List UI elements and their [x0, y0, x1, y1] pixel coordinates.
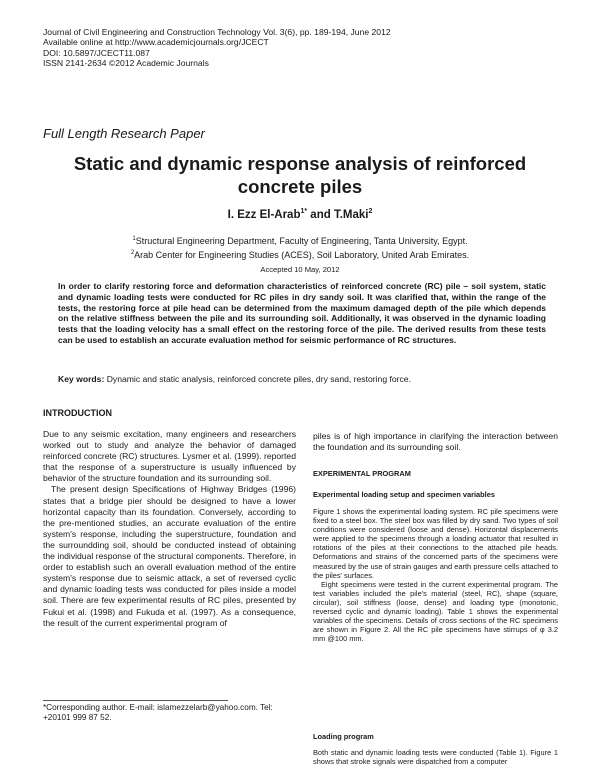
doi-line: DOI: 10.5897/JCECT11.087 — [43, 47, 150, 58]
affiliation-1-num: 1 — [132, 236, 136, 242]
intro-continuation — [313, 431, 558, 453]
loading-program-heading: Loading program — [313, 732, 374, 741]
author-connector: and — [307, 208, 334, 221]
experimental-paragraph-1: Figure 1 shows the experimental loading system. RC pile specimens were fixed to a steel box. The steel box was filled by dry sand. Two types of soil conditions were considered (loose and dense). Horizontal displacements were applied to the specimens through a loading actuator that resulted in rotations of the piles at their connections to the attached pile heads. Deformations and strains of the concerned parts of the specimens were measured by the use of strain gauges and earth pressure cells attached to the piles' surfaces. — [313, 507, 558, 580]
paper-type: Full Length Research Paper — [43, 126, 205, 141]
experimental-paragraph-2: Eight specimens were tested in the current experimental program. The test variables included the pile's material (steel, RC), shape (square, circular), soil stiffness (loose, dense) and loading type (monotonic, reversed cyclic and dynamic loading). Table 1 shows the experimental variables of the specimens. Details of cross sections of the RC specimens are shown in Figure 2. All the RC pile specimens have stirrups of φ 3.2 mm @100 mm. — [313, 579, 558, 644]
intro-continuation-text: piles is of high importance in clarifying the interaction between the foundation and its surrounding soil. — [313, 431, 558, 453]
loading-program-text: Both static and dynamic loading tests were conducted (Table 1). Figure 1 shows that stroke signals were dispatched from a computer — [313, 748, 558, 767]
keywords — [58, 374, 546, 385]
experimental-heading: EXPERIMENTAL PROGRAM — [313, 469, 411, 478]
paper-title: Static and dynamic response analysis of reinforced concrete piles — [73, 153, 527, 197]
affiliation-2-num: 2 — [130, 249, 135, 256]
author-2: T.Maki — [333, 208, 369, 221]
affiliation-2-text: Arab Center for Engineering Studies (ACES), Soil Laboratory, United Arab Emirates. — [134, 249, 470, 260]
keywords-text: Dynamic and static analysis, reinforced concrete piles, dry sand, restoring force. — [104, 374, 411, 384]
experimental-subheading: Experimental loading setup and specimen variables — [313, 490, 495, 499]
author-1-sup: 1* — [300, 208, 308, 215]
intro-paragraph-2: The present design Specifications of Highway Bridges (1996) states that a bridge pier should be designed to have a lower horizontal capacity than its foundation. Conversely, according to the pre-mentioned studies, an accurate evaluation of the entire system's response, including the superstructure, foundation and the surroundding soil, should be conducted instead of obtaining the individual response of the structural components. Therefore, in order to establish such an overall evaluation method of the entire system's response due to seismic attack, a set of reversed cyclic and dynamic loading tests was conducted for piles inside a model soil. There are few experimental results of RC piles, presented by Fukui et al. (1998) and Fukuda et al. (1997). As a consequence, the result of the current experimental program of — [43, 484, 296, 628]
author-1: I. Ezz El-Arab — [227, 208, 301, 221]
affiliation-2 — [43, 248, 557, 262]
affiliation-1 — [43, 234, 557, 248]
intro-paragraph-1: Due to any seismic excitation, many engineers and researchers worked out to study and analyze the behavior of damaged reinforced concrete (RC) structures. Lysmer et al. (1999). reported that the response of a superstructure is usually influenced by behavior of the structure foundation and its surrounding soil. — [43, 429, 296, 484]
footnote-divider — [43, 700, 228, 701]
journal-header — [43, 27, 391, 69]
accepted-date: Accepted 10 May, 2012 — [260, 265, 340, 274]
online-line[interactable]: Available online at http://www.academicjournals.org/JCECT — [43, 37, 269, 48]
issn-line: ISSN 2141-2634 ©2012 Academic Journals — [43, 58, 209, 69]
authors — [43, 208, 557, 221]
corresponding-footnote: *Corresponding author. E-mail: islamezzelarb@yahoo.com. Tel: +20101 999 87 52. — [43, 703, 273, 723]
introduction-heading: INTRODUCTION — [43, 408, 112, 418]
experimental-text — [313, 507, 558, 643]
journal-line: Journal of Civil Engineering and Construction Technology Vol. 3(6), pp. 189-194, June 2012 — [43, 27, 391, 37]
affiliation-1-text: Structural Engineering Department, Faculty of Engineering, Tanta University, Egypt. — [135, 236, 468, 246]
abstract: In order to clarify restoring force and deformation characteristics of reinforced concrete (RC) pile – soil system, static and dynamic loading tests were conducted for RC piles in dry sandy soil. It was clarified that, within the range of the tests, the restoring force at pile head can be determined from the maximum damaged depth of the pile which depends on the relative stiffness between the pile and its surrounding soil. Additionally, it was observed in the dynamic loading tests that the loading velocity has a small effect on the restoring force of the pile. The derived results from these tests can be used to establish an accurate evaluation method for seismic performance of RC structures. — [58, 281, 546, 345]
left-column — [43, 429, 296, 629]
author-2-sup: 2 — [368, 208, 373, 215]
affiliations — [43, 234, 557, 261]
keywords-label: Key words: — [58, 374, 105, 384]
